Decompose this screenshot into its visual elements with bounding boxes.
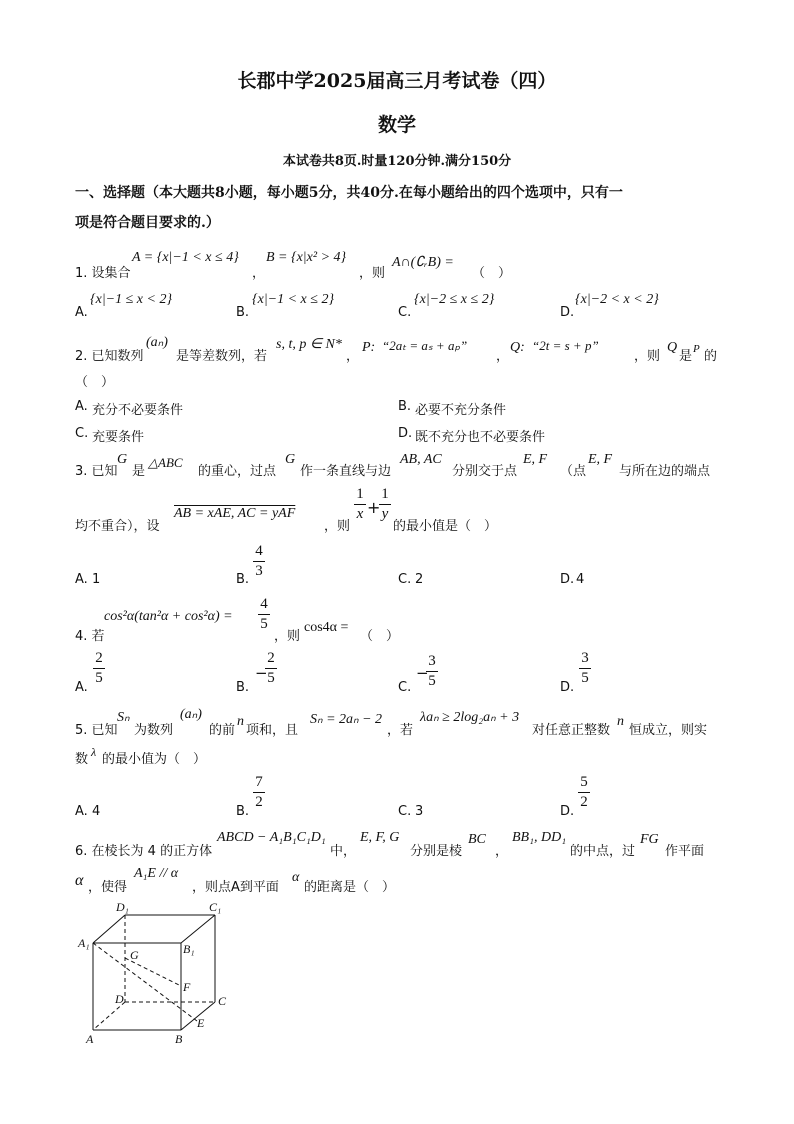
q3-option-b-label: B. — [236, 572, 250, 587]
q6-text-9: 的距离是（ ） — [304, 880, 396, 895]
label-d: D — [115, 992, 124, 1006]
q2-option-a: 充分不必要条件 — [92, 403, 184, 418]
q4-option-c-fraction — [426, 653, 438, 690]
q4-option-b-num: 2 — [267, 650, 275, 666]
q5-inequality: λaₙ ≥ 2log₂aₙ + 3 — [420, 710, 520, 725]
q4-fraction-num: 4 — [260, 596, 268, 612]
q1-option-b: {x|−1 < x ≤ 2} — [252, 292, 335, 307]
q2-text-4: ， — [496, 349, 510, 364]
q6-text-5: 的中点，过 — [570, 844, 636, 859]
q4-option-b-sign: − — [255, 664, 268, 682]
q6-text-8: ，则点A到平面 — [192, 880, 279, 895]
q6-text-4: ， — [495, 844, 509, 859]
q4-option-b-fraction — [265, 650, 277, 687]
q3-ef: E, F — [523, 452, 548, 467]
line-g-f — [125, 958, 181, 986]
q6-parallel: A₁E // α — [134, 866, 179, 881]
q3-text-2: 是 — [132, 464, 146, 479]
q5-sn: Sₙ — [117, 710, 130, 725]
q2-blank: （ ） — [75, 375, 115, 390]
label-f: F — [183, 980, 191, 994]
label-g: G — [130, 948, 139, 962]
label-c1: C₁ — [209, 900, 222, 914]
q5-option-b-den: 2 — [255, 794, 263, 810]
q5-sequence: (aₙ) — [180, 707, 202, 722]
label-d1: D₁ — [116, 900, 129, 914]
q1-blank: （ ） — [472, 266, 512, 281]
q3-fraction-1 — [354, 486, 366, 523]
q2-p-symbol: P — [693, 343, 700, 355]
q2-option-c-label: C. — [75, 426, 89, 441]
q3-option-d: 4 — [576, 572, 585, 587]
q4-option-d-num: 3 — [581, 650, 589, 666]
q3-text-9: ，则 — [324, 519, 351, 534]
cube-figure — [70, 895, 240, 1055]
q1-option-b-label: B. — [236, 305, 250, 320]
q4-option-c-sign: − — [416, 664, 429, 682]
q3-text-1: 3. 已知 — [75, 464, 118, 479]
q6-text-7: ，使得 — [88, 880, 128, 895]
q5-option-d-fraction — [578, 774, 590, 811]
label-c: C — [218, 994, 227, 1008]
q4-option-c-num: 3 — [428, 653, 436, 669]
q5-option-a: 4 — [92, 804, 101, 819]
q5-option-d-num: 5 — [580, 774, 588, 790]
exam-title: 长郡中学2025届高三月考试卷（四） — [237, 70, 557, 92]
q3-triangle: △ABC — [148, 455, 183, 470]
q4-option-c-label: C. — [398, 680, 412, 695]
q2-option-d: 既不充分也不必要条件 — [415, 430, 546, 445]
edge-a1-d1 — [93, 915, 125, 943]
q4-option-d-den: 5 — [581, 670, 589, 686]
q1-option-c: {x|−2 ≤ x ≤ 2} — [414, 292, 495, 307]
q5-text-5: ，若 — [387, 723, 414, 738]
q3-text-8: 均不重合），设 — [75, 519, 160, 534]
q2-sequence: (aₙ) — [146, 335, 168, 350]
q2-option-b: 必要不充分条件 — [415, 403, 507, 418]
label-b: B — [175, 1032, 183, 1046]
label-a1: A₁ — [78, 936, 90, 950]
label-e: E — [197, 1016, 205, 1030]
q4-ask: cos4α = — [304, 620, 349, 635]
q6-edges: BB₁, DD₁ — [512, 830, 567, 845]
q4-option-a-den: 5 — [95, 670, 103, 686]
q6-efg: E, F, G — [360, 830, 400, 845]
q3-ef2: E, F — [588, 452, 613, 467]
q3-g: G — [117, 452, 128, 467]
q5-option-d-label: D. — [560, 804, 575, 819]
q5-text-4: 项和，且 — [246, 723, 299, 738]
q1-set-b: B = {x|x² > 4} — [266, 250, 347, 265]
q4-equation: cos²α(tan²α + cos²α) = — [104, 609, 233, 624]
q3-option-a: 1 — [92, 572, 101, 587]
q3-fraction-1-den: x — [356, 506, 364, 522]
q1-option-c-label: C. — [398, 305, 412, 320]
q3-fraction-1-num: 1 — [356, 486, 364, 502]
q2-option-c: 充要条件 — [92, 430, 145, 445]
q6-bc: BC — [468, 832, 486, 847]
q2-option-a-label: A. — [75, 399, 88, 414]
q3-option-c-label: C. — [398, 572, 412, 587]
q2-option-b-label: B. — [398, 399, 412, 414]
q3-vector-eq: AB = xAE, AC = yAF — [174, 506, 296, 521]
q4-blank: （ ） — [360, 629, 400, 644]
q6-cube: ABCD − A₁B₁C₁D₁ — [217, 830, 326, 845]
q5-text-3: 的前 — [209, 723, 236, 738]
q4-option-c-den: 5 — [428, 673, 436, 689]
q6-alpha: α — [75, 872, 84, 889]
q3-fraction-2 — [379, 486, 391, 523]
q3-option-d-label: D. — [560, 572, 575, 587]
edge-b1-c1 — [181, 915, 215, 943]
q5-option-d-den: 2 — [580, 794, 588, 810]
q1-prefix: 1. 设集合 — [75, 266, 131, 281]
q4-option-a-num: 2 — [95, 650, 103, 666]
q3-text-10: 的最小值是（ ） — [393, 519, 498, 534]
q2-text-5: ，则 — [634, 349, 661, 364]
q5-option-b-fraction — [253, 774, 265, 811]
q4-option-b-label: B. — [236, 680, 250, 695]
q1-option-d-label: D. — [560, 305, 575, 320]
q3-plus: + — [367, 498, 381, 517]
q2-condition: s, t, p ∈ N* — [276, 337, 342, 352]
q1-option-a: {x|−1 ≤ x < 2} — [90, 292, 173, 307]
q5-n2: n — [617, 714, 624, 729]
q5-option-c-label: C. — [398, 804, 412, 819]
q5-text-9: 的最小值为（ ） — [102, 752, 207, 767]
q2-text-2: 是等差数列，若 — [176, 349, 268, 364]
q3-text-7: 与所在边的端点 — [619, 464, 711, 479]
q3-option-b-den: 3 — [255, 563, 263, 579]
q1-option-d: {x|−2 < x < 2} — [575, 292, 659, 307]
q4-option-b-den: 5 — [267, 670, 275, 686]
q5-text-6: 对任意正整数 — [532, 723, 611, 738]
q5-equation: Sₙ = 2aₙ − 2 — [310, 712, 383, 727]
q1-expression: A∩(∁ᵣB) = — [392, 255, 454, 270]
q4-option-a-label: A. — [75, 680, 88, 695]
q4-option-a-fraction — [93, 650, 105, 687]
q6-fg: FG — [640, 832, 659, 847]
q6-alpha2: α — [292, 870, 300, 885]
q3-text-3: 的重心，过点 — [198, 464, 277, 479]
q5-option-a-label: A. — [75, 804, 88, 819]
q4-option-d-fraction — [579, 650, 591, 687]
q2-option-d-label: D. — [398, 426, 413, 441]
q5-option-b-num: 7 — [255, 774, 263, 790]
q4-text-2: ，则 — [274, 629, 301, 644]
q2-text-7: 的 — [704, 349, 718, 364]
exam-info: 本试卷共8页.时量120分钟.满分150分 — [282, 154, 512, 169]
q2-p-label: P: — [362, 340, 376, 355]
q4-fraction-den: 5 — [260, 616, 268, 632]
q4-text-1: 4. 若 — [75, 629, 105, 644]
q3-edges: AB, AC — [400, 452, 442, 467]
q5-option-c: 3 — [415, 804, 424, 819]
q5-n: n — [237, 714, 244, 729]
q2-p-statement: “2aₜ = aₛ + aₚ” — [382, 338, 468, 353]
q6-text-6: 作平面 — [665, 844, 705, 859]
label-b1: B₁ — [183, 942, 195, 956]
q3-g2: G — [285, 452, 296, 467]
section-heading-line2: 项是符合题目要求的.） — [75, 215, 220, 231]
q2-text-6: 是 — [679, 349, 693, 364]
q1-option-a-label: A. — [75, 305, 88, 320]
q5-text-8: 数 — [75, 752, 89, 767]
q5-lambda: λ — [91, 745, 97, 759]
q2-q-symbol: Q — [667, 340, 678, 355]
q4-option-d-label: D. — [560, 680, 575, 695]
q1-comma: ， — [252, 266, 266, 281]
q3-option-c: 2 — [415, 572, 424, 587]
q6-text-1: 6. 在棱长为 4 的正方体 — [75, 844, 213, 859]
q2-text-3: ， — [346, 349, 360, 364]
q1-set-a: A = {x|−1 < x ≤ 4} — [132, 250, 239, 265]
q5-option-b-label: B. — [236, 804, 250, 819]
q5-text-7: 恒成立，则实 — [629, 723, 708, 738]
q5-text-1: 5. 已知 — [75, 723, 118, 738]
q4-fraction — [258, 596, 270, 633]
q3-text-6: （点 — [560, 464, 587, 479]
q3-option-a-label: A. — [75, 572, 88, 587]
edge-d-a — [93, 1002, 125, 1030]
q2-text-1: 2. 已知数列 — [75, 349, 144, 364]
q3-text-5: 分别交于点 — [452, 464, 518, 479]
q6-text-3: 分别是棱 — [410, 844, 463, 859]
q3-fraction-2-den: y — [381, 506, 389, 522]
section-heading-line1: 一、选择题（本大题共8小题，每小题5分，共40分.在每小题给出的四个选项中，只有一 — [75, 185, 623, 201]
q2-q-label: Q: — [510, 340, 525, 355]
q3-option-b-num: 4 — [255, 543, 263, 559]
q5-text-2: 为数列 — [134, 723, 174, 738]
q3-option-b-fraction — [253, 543, 265, 580]
q3-text-4: 作一条直线与边 — [300, 464, 392, 479]
subject-title: 数学 — [377, 114, 416, 136]
label-a: A — [86, 1032, 94, 1046]
q2-q-statement: “2t = s + p” — [532, 338, 599, 353]
q6-text-2: 中， — [330, 844, 357, 859]
q3-fraction-2-num: 1 — [381, 486, 389, 502]
q1-ask: ，则 — [359, 266, 386, 281]
